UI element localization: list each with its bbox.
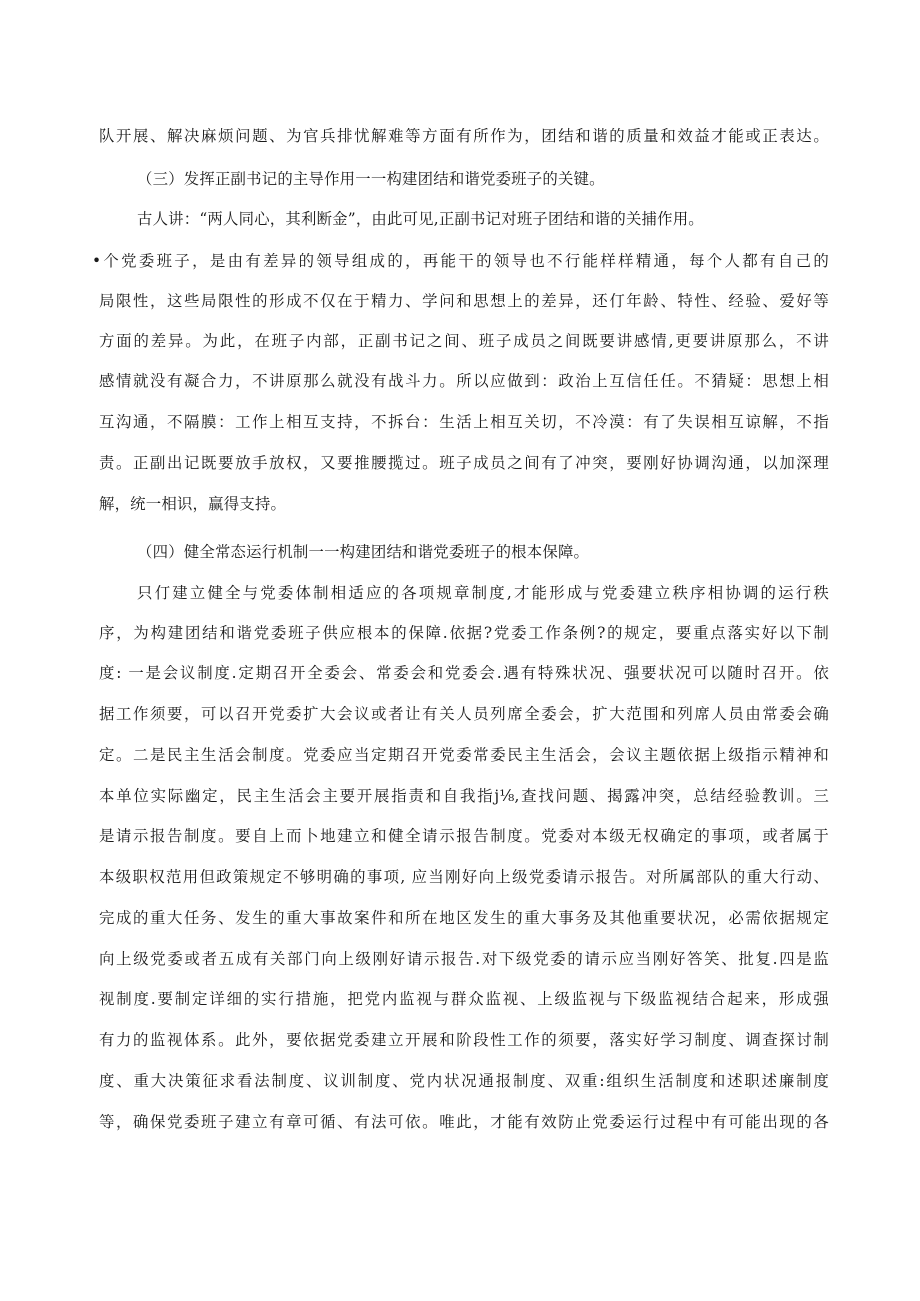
paragraph-line: 据工作须要，可以召开党委扩大会议或者让有关人员列席全委会，扩大范围和列席人员由常委会确	[99, 705, 829, 723]
paragraph-line: 队开展、解决麻烦问题、为官兵排忧解难等方面有所作为，团结和谐的质量和效益才能或正表达。	[99, 127, 829, 145]
section-heading-3: （三）发挥正副书记的主导作用一一构建团结和谐党委班子的关键。	[137, 170, 605, 188]
paragraph-line: 方面的差异。为此，在班子内部，正副书记之间、班子成员之间既要讲感情,更要讲原那么，不讲	[99, 332, 829, 350]
paragraph-line: 序，为构建团结和谐党委班子供应根本的保障.依据?党委工作条例?的规定，要重点落实好以下制	[99, 624, 829, 642]
paragraph-line: 本单位实际幽定，民主生活会主要开展指责和自我指j⅛,查找问题、揭露冲突，总结经验教训。三	[99, 787, 829, 805]
paragraph-line: 视制度.要制定详细的实行措施，把党内监视与群众监视、上级监视与下级监视结合起来，形成强	[99, 990, 829, 1008]
paragraph-line: 度: 一是会议制度.定期召开全委会、常委会和党委会.遇有特殊状况、强要状况可以随时召开。依	[99, 664, 829, 682]
paragraph-line: 只仃建立健全与党委体制相适应的各项规章制度,才能形成与党委建立秩序相协调的运行秩	[137, 584, 829, 602]
paragraph-line: 感情就没有凝合力，不讲原那么就没有战斗力。所以应做到：政治上互信任任。不猜疑：思想上相	[99, 372, 829, 390]
paragraph-line: 本级职权范用但政策规定不够明确的事项, 应当刚好向上级党委请示报告。对所属部队的重大行动、	[99, 868, 829, 886]
paragraph-line: 完成的重大任务、发生的重大事故案件和所在地区发生的重大事务及其他重要状况，必需依据规定	[99, 909, 829, 927]
paragraph-line: 定。二是民主生活会制度。党委应当定期召开党委常委民主生活会，会议主题依据上级指示精神和	[99, 746, 829, 764]
paragraph-line: 度、重大决策征求看法制度、议训制度、党内状况通报制度、双重:组织生活制度和述职述廉制度	[99, 1072, 829, 1090]
paragraph-line: 解，统一相识，赢得支持。	[99, 495, 287, 513]
paragraph-line: 互沟通，不隔膜：工作上相互支持，不拆台：生活上相互关切，不冷漠：有了失误相互谅解，不指	[99, 413, 829, 431]
paragraph-line: 向上级党委或者五成有关部门向上级刚好请示报告.对下级党委的请示应当刚好答笑、批复.四是监	[99, 950, 829, 968]
paragraph-line: 古人讲：“两人同心，其利断金”，由此可见,正副书记对班子团结和谐的关捕作用。	[137, 210, 704, 228]
paragraph-line: 等，确保党委班子建立有章可循、有法可依。唯此，才能有效防止党委运行过程中有可能出现的各	[99, 1113, 829, 1131]
paragraph-line: •个党委班子，是由有差异的领导组成的，再能干的领导也不行能样样精通，每个人都有自己的	[92, 252, 829, 270]
section-heading-4: （四）健全常态运行机制一一构建团结和谐党委班子的根本保障。	[137, 543, 590, 561]
paragraph-line: 局限性，这些局限性的形成不仅在于精力、学问和思想上的差异，还仃年龄、特性、经验、爱好等	[99, 292, 829, 310]
paragraph-line: 责。正副出记既要放手放权，又要推腰揽过。班子成员之间有了冲突，要刚好协调沟通，以加深理	[99, 454, 829, 472]
paragraph-line: 是请示报告制度。要自上而卜地建立和健全请示报告制度。党委对本级无权确定的事项，或者属于	[99, 827, 829, 845]
paragraph-line: 有力的监视体系。此外，要依据党委建立开展和阶段性工作的须要，落实好学习制度、调查探讨制	[99, 1031, 829, 1049]
